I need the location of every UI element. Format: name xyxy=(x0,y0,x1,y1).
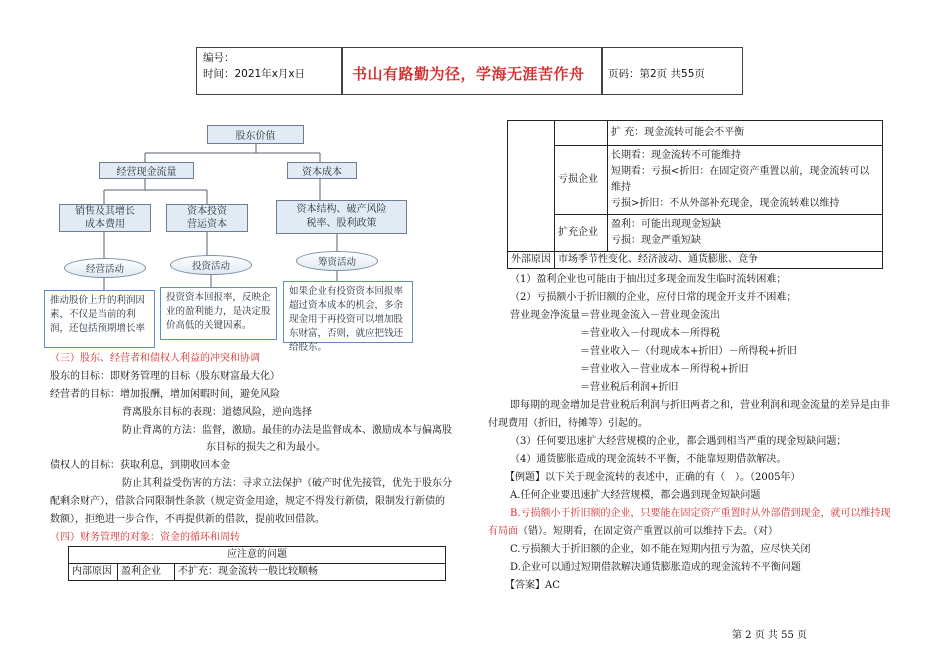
option-d: D.企业可以通过短期借款解决通货膨胀造成的现金流转不平衡问题 xyxy=(510,562,801,573)
table-header-cell: 应注意的问题 xyxy=(69,547,446,564)
note-3: （3）任何要迅速扩大经营规模的企业，都会遇到相当严重的现金短缺问题； xyxy=(510,436,847,447)
financing-explanation-text: 如果企业有投资资本回报率超过资本成本的机会，多余现金用于再投资可以增加股东财富，否则，就应把钱还给股东。 xyxy=(283,281,413,343)
section-3-title: （三）股东、经营者和债权人利益的冲突和协调 xyxy=(50,353,260,364)
investing-explanation-text: 投资资本回报率，反映企业的盈利能力，是决定股价高低的关键因素。 xyxy=(160,287,277,340)
sales-growth-box xyxy=(59,204,151,232)
manager-goal-line: 经营者的目标：增加报酬，增加闲暇时间，避免风险 xyxy=(50,389,280,400)
financing-activity-label: 筹资活动 xyxy=(317,257,356,268)
external-detail-cell xyxy=(555,252,883,269)
answer-line: 【答案】AC xyxy=(505,580,560,591)
formula-line-2: ＝营业收入－付现成本－所得税 xyxy=(580,328,720,339)
option-b-line-1: B.亏损额小于折旧额的企业，只要能在固定资产重置时从外部借到现金，就可以维持现 xyxy=(510,508,891,519)
no-expansion-cell: 不扩充：现金流转一般比较顺畅 xyxy=(175,564,446,581)
shareholder-value-label: 股东价值 xyxy=(235,131,276,142)
shareholder-value-box xyxy=(207,125,304,144)
investing-activity-ellipse xyxy=(170,255,252,275)
note-4: （4）通货膨胀造成的现金流转不平衡，不能靠短期借款解决。 xyxy=(510,454,787,465)
capital-cost-box xyxy=(287,162,357,179)
table-row xyxy=(69,564,446,581)
option-b-highlight: 有局面 xyxy=(488,526,518,537)
formula-line-3: ＝营业收入－（付现成本+折旧）－所得税+折旧 xyxy=(580,346,797,357)
table-row xyxy=(508,252,883,269)
expanding-detail-cell xyxy=(608,215,883,252)
time-label: 时间：2021年x月x日 xyxy=(203,68,306,80)
formula-line-4: ＝营业收入－营业成本－所得税+折旧 xyxy=(580,364,749,375)
note-1: （1）盈利企业也可能由于抽出过多现金而发生临时流转困难； xyxy=(510,274,787,285)
cash-flow-table-left xyxy=(68,546,446,581)
option-c: C.亏损额大于折旧额的企业，如不能在短期内扭亏为盈，应尽快关闭 xyxy=(510,544,811,555)
number-label: 编号： xyxy=(203,52,235,64)
loss-line: 亏损>折旧：不从外部补充现金，现金流转难以维持 xyxy=(611,198,840,209)
page-label: 页码：第2页 共55页 xyxy=(608,68,705,80)
table-row xyxy=(508,121,883,146)
formula-line-1: 营业现金净流量＝营业现金流入－营业现金流出 xyxy=(510,310,720,321)
table-row xyxy=(508,146,883,215)
capital-investment-label: 资本投资 营运资本 xyxy=(187,206,227,230)
capital-investment-box xyxy=(166,204,248,232)
internal-cause-cell: 内部原因 xyxy=(69,564,118,581)
option-a: A.任何企业要迅速扩大经营规模，都会遇到现金短缺问题 xyxy=(510,490,761,501)
deviation-line: 背离股东目标的表现：道德风险，逆向选择 xyxy=(122,407,312,418)
operating-cash-flow-box xyxy=(99,162,194,179)
expanding-line: 亏损：现金严重短缺 xyxy=(611,235,701,246)
explanation-line-1: 即每期的现金增加是营业税后利润与折旧两者之和，营业利润和现金流量的差异是由非 xyxy=(510,400,890,411)
expand-cell: 扩 充：现金流转可能会不平衡 xyxy=(608,121,883,146)
creditor-protect-line: 防止其利益受伤害的方法：寻求立法保护（破产时优先接管，优先于股东分 xyxy=(122,478,452,489)
blank-cell xyxy=(508,121,555,252)
section-4-title: （四）财务管理的对象：资金的循环和周转 xyxy=(50,532,240,543)
table-header-row xyxy=(69,547,446,564)
creditor-protect-line-3: 数额），拒绝进一步合作，不再提供新的借款，提前收回借款。 xyxy=(50,514,325,525)
operating-explanation-text: 推动股价上升的利润因素，不仅是当前的利润，还包括预期增长率 xyxy=(44,290,155,348)
blank-cell xyxy=(555,121,608,146)
external-cause-cell: 外部原因 xyxy=(508,252,555,269)
financing-activity-ellipse xyxy=(296,251,378,271)
operating-activity-label: 经营活动 xyxy=(85,264,124,275)
profitable-firm-cell: 盈利企业 xyxy=(118,564,175,581)
loss-line: 维持 xyxy=(611,182,631,193)
prevention-line-2: 东目标的损失之和为最小。 xyxy=(206,442,326,453)
creditor-goal-line: 债权人的目标：获取利息，到期收回本金 xyxy=(50,460,230,471)
sales-growth-label: 销售及其增长 成本费用 xyxy=(75,206,135,230)
table-row xyxy=(508,215,883,252)
investing-activity-label: 投资活动 xyxy=(191,261,230,272)
option-b-comment: （错）。短期看，在固定资产重置以前可以维持下去。（对） xyxy=(518,526,778,537)
example-title: 【例题】以下关于现金流转的表述中，正确的有（ ）。（2005年） xyxy=(505,472,801,483)
note-2: （2）亏损额小于折旧额的企业，应付日常的现金开支并不困难； xyxy=(510,292,797,303)
option-b-line-2 xyxy=(488,524,778,539)
page-footer: 第 2 页 共 55 页 xyxy=(732,630,807,641)
loss-firm-cell: 亏损企业 xyxy=(555,146,608,215)
capital-structure-label: 资本结构、破产风险 税率、股利政策 xyxy=(296,204,387,229)
operating-cash-flow-label: 经营现金流量 xyxy=(116,167,177,178)
external-detail-text: 市场季节性变化、经济波动、通货膨胀、竞争 xyxy=(558,254,758,265)
shareholder-goal-line: 股东的目标：即财务管理的目标（股东财富最大化） xyxy=(50,371,280,382)
loss-detail-cell xyxy=(608,146,883,215)
formula-line-5: ＝营业税后利润+折旧 xyxy=(580,382,679,393)
expanding-firm-cell: 扩充企业 xyxy=(555,215,608,252)
capital-structure-box xyxy=(276,200,407,234)
cash-flow-table-right xyxy=(507,120,883,269)
creditor-protect-line-2: 配剩余财产），借款合同限制性条款（规定资金用途，规定不得发行新债，限制发行新债的 xyxy=(50,496,445,507)
loss-line: 长期看：现金流转不可能维持 xyxy=(611,150,741,161)
prevention-line: 防止背离的方法：监督，激励。最佳的办法是监督成本、激励成本与偏离股 xyxy=(122,425,452,436)
motto-title: 书山有路勤为径，学海无涯苦作舟 xyxy=(352,65,585,83)
operating-activity-ellipse xyxy=(64,258,146,278)
explanation-line-2: 付现费用（折旧，待摊等）引起的。 xyxy=(488,418,648,429)
expanding-line: 盈利：可能出现现金短缺 xyxy=(611,219,721,230)
capital-cost-label: 资本成本 xyxy=(302,167,342,178)
loss-line: 短期看：亏损<折旧：在固定资产重置以前，现金流转可以 xyxy=(611,166,870,177)
